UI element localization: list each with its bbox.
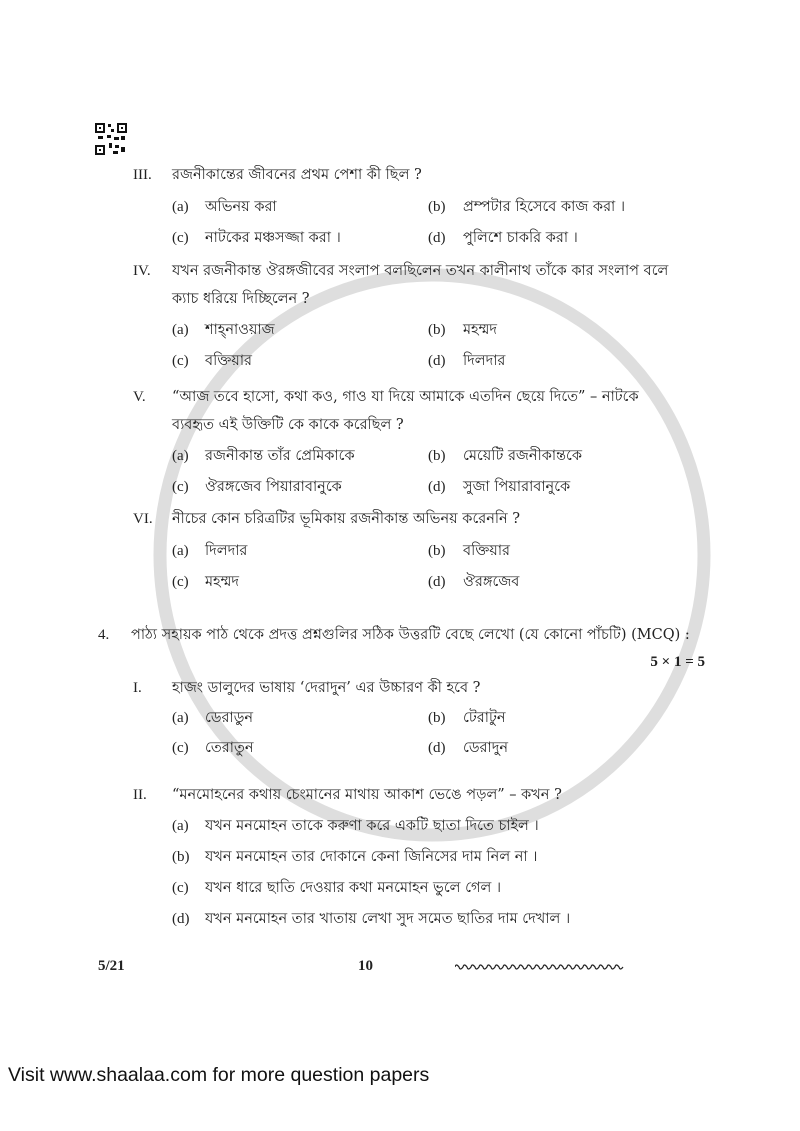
option-label: (b) (428, 543, 446, 559)
option-text: রজনীকান্ত তাঁর প্রেমিকাকে (205, 448, 355, 464)
question-text: হাজং ডালুদের ভাষায় ‘দেরাদুন’ এর উচ্চারণ কী হবে ? (172, 680, 481, 696)
options-IV (0, 321, 800, 370)
question-II (0, 786, 800, 804)
option-text: মহম্মদ (463, 322, 498, 338)
option-label: (d) (428, 479, 446, 495)
option-label: (b) (428, 448, 446, 464)
option-text: যখন মনমোহন তার খাতায় লেখা সুদ সমেত ছাতির দাম দেখাল । (205, 911, 571, 927)
option-label: (c) (172, 574, 189, 590)
question-text: “আজ তবে হাসো, কথা কও, গাও যা দিয়ে আমাকে এতদিন ছেয়ে দিতে” – নাটকে (172, 389, 639, 405)
option-text: ঔরঙ্গজেব (463, 574, 520, 590)
wavy-line-decoration (455, 961, 625, 973)
option-text: যখন মনমোহন তার দোকানে কেনা জিনিসের দাম নিল না । (205, 849, 538, 865)
option-text: ঔরঙ্গজেব পিয়ারাবানুকে (205, 479, 342, 495)
options-V (0, 447, 800, 496)
option-label: (c) (172, 479, 189, 495)
page-footer (0, 957, 800, 977)
options-VI (0, 542, 800, 591)
question-text: রজনীকান্তের জীবনের প্রথম পেশা কী ছিল ? (172, 167, 422, 183)
option-text: যখন মনমোহন তাকে করুণা করে একটি ছাতা দিতে চাইল । (205, 818, 539, 834)
option-label: (b) (428, 199, 446, 215)
options-II (0, 817, 800, 928)
option-label: (d) (428, 740, 446, 756)
question-number: III. (133, 167, 152, 183)
option-text: ডেরাদুন (463, 740, 509, 756)
section-number: 4. (98, 627, 110, 643)
option-text: দিলদার (205, 543, 248, 559)
section-marks: 5 × 1 = 5 (650, 654, 705, 670)
options-I (0, 709, 800, 757)
option-label: (c) (172, 230, 189, 246)
option-text: পুলিশে চাকরি করা । (463, 230, 578, 246)
option-text: মহম্মদ (205, 574, 240, 590)
question-number: I. (133, 680, 142, 696)
option-label: (b) (428, 322, 446, 338)
option-text: শাহ্‌নাওয়াজ (205, 322, 275, 338)
question-number: V. (133, 389, 146, 405)
option-label: (d) (172, 911, 190, 927)
option-text: অভিনয় করা (205, 199, 277, 215)
question-text-line2: ব্যবহৃত এই উক্তিটি কে কাকে করেছিল ? (172, 417, 404, 433)
option-label: (a) (172, 710, 189, 726)
question-VI (0, 510, 800, 528)
question-text: “মনমোহনের কথায় চেংমানের মাথায় আকাশ ভেঙে পড়ল” – কখন ? (172, 787, 562, 803)
question-III (0, 166, 800, 184)
options-III (0, 198, 800, 247)
section-instruction: পাঠ্য সহায়ক পাঠ থেকে প্রদত্ত প্রশ্নগুলির সঠিক উত্তরটি বেছে লেখো (যে কোনো পাঁচটি) (MCQ) : (131, 627, 690, 643)
question-number: II. (133, 787, 147, 803)
section-4-header (0, 626, 800, 644)
question-content (0, 166, 800, 977)
option-label: (d) (428, 353, 446, 369)
question-IV (0, 262, 800, 308)
option-label: (a) (172, 448, 189, 464)
option-label: (c) (172, 880, 189, 896)
option-label: (c) (172, 353, 189, 369)
question-text: নীচের কোন চরিত্রটির ভূমিকায় রজনীকান্ত অভিনয় করেননি ? (172, 511, 521, 527)
option-text: বক্তিয়ার (205, 353, 253, 369)
option-label: (a) (172, 322, 189, 338)
option-label: (b) (428, 710, 446, 726)
question-text: যখন রজনীকান্ত ঔরঙ্গজীবের সংলাপ বলছিলেন তখন কালীনাথ তাঁকে কার সংলাপ বলে (172, 263, 669, 279)
question-V (0, 388, 800, 434)
option-text: টেরাটুন (463, 710, 506, 726)
promo-banner-text: Visit www.shaalaa.com for more question papers (8, 1064, 430, 1086)
option-label: (d) (428, 230, 446, 246)
option-text: সুজা পিয়ারাবানুকে (463, 479, 571, 495)
question-number: VI. (133, 511, 153, 527)
option-label: (a) (172, 543, 189, 559)
option-text: ডেরাডুন (205, 710, 254, 726)
option-text: বক্তিয়ার (463, 543, 511, 559)
paper-code: 5/21 (98, 958, 125, 974)
option-text: যখন ধারে ছাতি দেওয়ার কথা মনমোহন ভুলে গেল । (205, 880, 502, 896)
option-label: (a) (172, 199, 189, 215)
option-label: (b) (172, 849, 190, 865)
option-text: দিলদার (463, 353, 506, 369)
option-label: (d) (428, 574, 446, 590)
question-number: IV. (133, 263, 151, 279)
option-text: নাটকের মঞ্চসজ্জা করা । (205, 230, 341, 246)
qr-code-icon (95, 123, 127, 155)
option-text: তেরাতুন (205, 740, 254, 756)
question-text-line2: ক্যাচ ধরিয়ে দিচ্ছিলেন ? (172, 291, 310, 307)
option-label: (a) (172, 818, 189, 834)
question-I (0, 679, 800, 697)
option-text: প্রম্পটার হিসেবে কাজ করা । (463, 199, 626, 215)
option-text: মেয়েটি রজনীকান্তকে (463, 448, 583, 464)
page-number: 10 (358, 958, 373, 974)
option-label: (c) (172, 740, 189, 756)
